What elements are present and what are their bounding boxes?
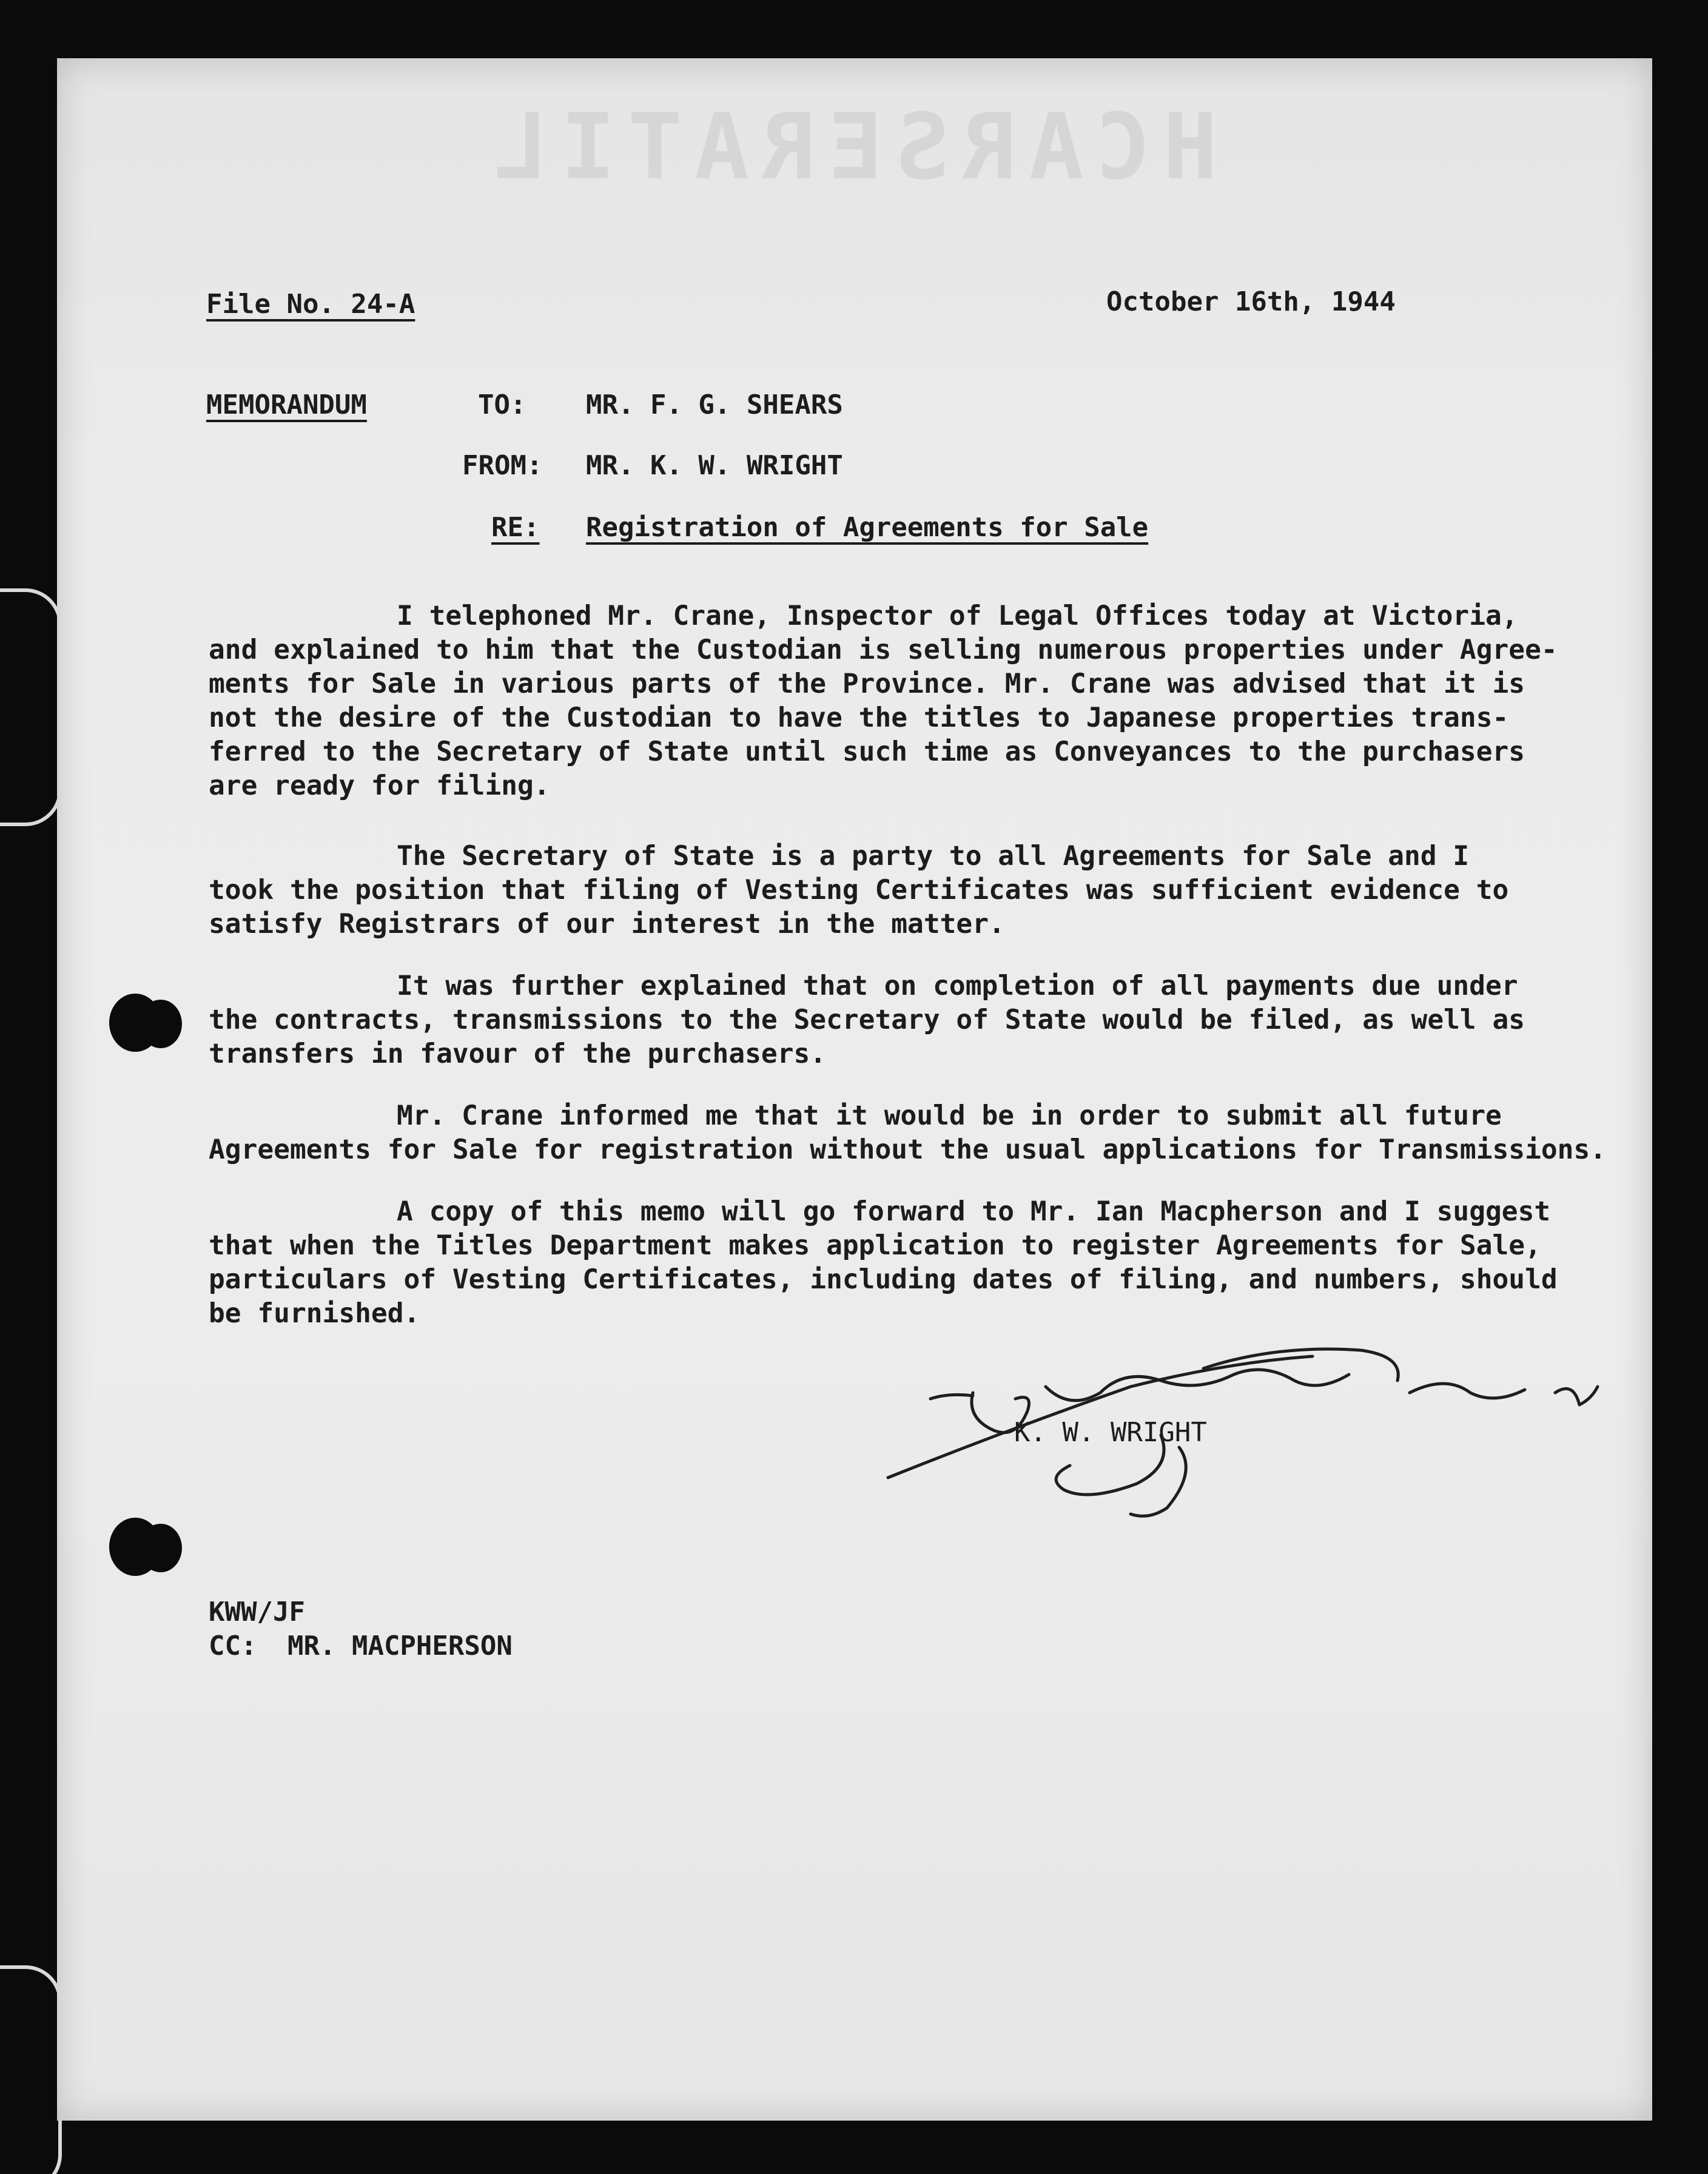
paragraph-3-line-3: transfers in favour of the purchasers. bbox=[209, 1038, 827, 1069]
binder-tab-top bbox=[0, 588, 62, 826]
paragraph-1-line-1: I telephoned Mr. Crane, Inspector of Legal Offices today at Victoria, bbox=[397, 601, 1518, 631]
paragraph-1-line-5: ferred to the Secretary of State until such time as Conveyances to the purchasers bbox=[209, 736, 1525, 767]
cc-recipient: MR. MACPHERSON bbox=[287, 1630, 513, 1661]
paragraph-1-line-4: not the desire of the Custodian to have the titles to Japanese properties trans- bbox=[209, 702, 1509, 733]
paragraph-1-line-3: ments for Sale in various parts of the Province. Mr. Crane was advised that it is bbox=[209, 668, 1525, 699]
to-recipient: MR. F. G. SHEARS bbox=[586, 389, 843, 420]
paragraph-4-line-1: Mr. Crane informed me that it would be in order to submit all future bbox=[397, 1100, 1502, 1131]
paragraph-3-line-2: the contracts, transmissions to the Secretary of State would be filed, as well as bbox=[209, 1005, 1525, 1035]
from-sender: MR. K. W. WRIGHT bbox=[586, 450, 843, 481]
to-label: TO: bbox=[478, 389, 526, 420]
paragraph-1-line-6: are ready for filing. bbox=[209, 770, 550, 801]
binder-tab-bottom bbox=[0, 1965, 62, 2174]
typed-signature-name: K. W. WRIGHT bbox=[1014, 1417, 1207, 1448]
re-subject: Registration of Agreements for Sale bbox=[586, 512, 1149, 543]
cc-label: CC: bbox=[209, 1630, 257, 1661]
re-label: RE: bbox=[491, 512, 540, 543]
handwritten-signature bbox=[864, 1326, 1652, 1532]
paragraph-2-line-1: The Secretary of State is a party to all Agreements for Sale and I bbox=[397, 841, 1470, 872]
bleed-through-header: HCARSERATIL bbox=[482, 95, 1218, 200]
paragraph-2-line-3: satisfy Registrars of our interest in the matter. bbox=[209, 909, 1005, 940]
paragraph-5-line-1: A copy of this memo will go forward to Mr. Ian Macpherson and I suggest bbox=[397, 1196, 1551, 1227]
paragraph-1-line-2: and explained to him that the Custodian is selling numerous properties under Agree- bbox=[209, 634, 1558, 665]
typist-initials: KWW/JF bbox=[209, 1597, 305, 1627]
paragraph-3-line-1: It was further explained that on completion of all payments due under bbox=[397, 971, 1518, 1001]
from-label: FROM: bbox=[462, 450, 543, 481]
memorandum-label: MEMORANDUM bbox=[206, 389, 367, 420]
memo-date: October 16th, 1944 bbox=[1106, 286, 1396, 317]
paragraph-5-line-4: be furnished. bbox=[209, 1298, 420, 1329]
paragraph-4-line-2: Agreements for Sale for registration without the usual applications for Transmissions. bbox=[209, 1134, 1607, 1165]
file-number: File No. 24-A bbox=[206, 289, 415, 320]
punch-hole-2b bbox=[140, 1524, 182, 1572]
memo-page bbox=[57, 58, 1652, 2121]
paragraph-5-line-3: particulars of Vesting Certificates, including dates of filing, and numbers, should bbox=[209, 1264, 1558, 1295]
paragraph-2-line-2: took the position that filing of Vesting Certificates was sufficient evidence to bbox=[209, 875, 1509, 906]
paragraph-5-line-2: that when the Titles Department makes application to register Agreements for Sale, bbox=[209, 1230, 1541, 1261]
punch-hole-1b bbox=[140, 1000, 182, 1048]
